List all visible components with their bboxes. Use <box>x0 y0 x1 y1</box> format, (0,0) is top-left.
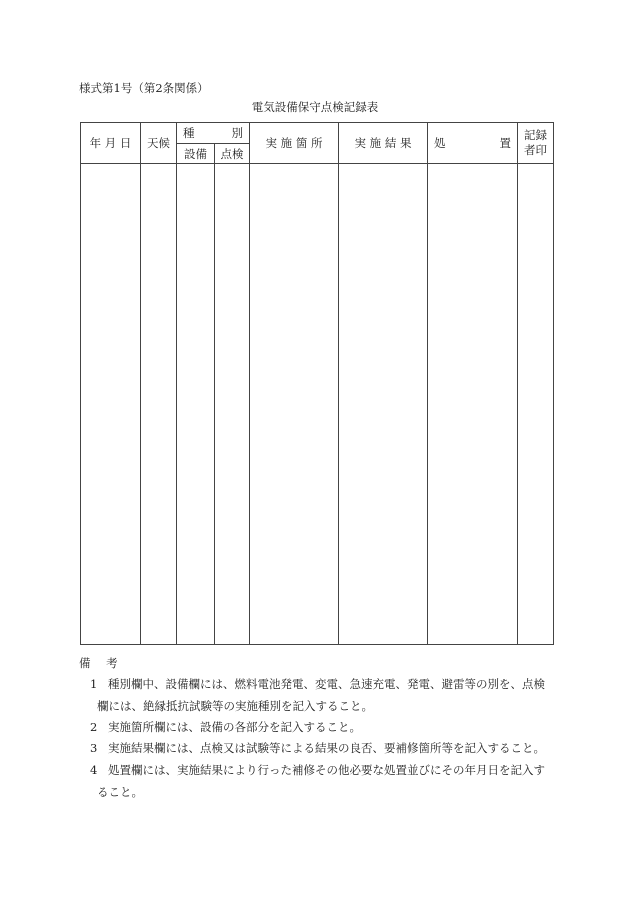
header-type-right: 別 <box>231 126 243 140</box>
header-action-right: 置 <box>499 136 511 150</box>
remark-text: 種別欄中、設備欄には、燃料電池発電、変電、急速充電、発電、避雷等の別を、点検 <box>108 677 545 691</box>
remark-text-cont: 欄には、絶縁抵抗試験等の実施種別を記入すること。 <box>97 698 373 713</box>
remark-number: 1 <box>90 677 98 691</box>
remark-number: 3 <box>90 741 98 755</box>
recorder-seal-line2: 者印 <box>524 143 547 157</box>
header-type <box>177 123 250 144</box>
cell-weather[interactable] <box>141 164 177 645</box>
recorder-seal-line1: 記録 <box>524 128 547 142</box>
cell-inspection[interactable] <box>215 164 250 645</box>
header-recorder-seal <box>518 123 554 164</box>
remark-item-2 <box>90 717 555 739</box>
cell-location[interactable] <box>250 164 339 645</box>
form-number: 様式第1号（第2条関係） <box>79 81 209 95</box>
cell-recorder-seal[interactable] <box>518 164 554 645</box>
remark-text: 実施箇所欄には、設備の各部分を記入すること。 <box>108 720 361 734</box>
header-action <box>428 123 518 164</box>
cell-date[interactable] <box>81 164 141 645</box>
cell-action[interactable] <box>428 164 518 645</box>
header-location: 実 施 箇 所 <box>250 123 339 164</box>
header-equipment: 設備 <box>177 144 215 164</box>
cell-result[interactable] <box>339 164 428 645</box>
remark-text-cont: ること。 <box>97 784 143 799</box>
header-result: 実 施 結 果 <box>339 123 428 164</box>
cell-equipment[interactable] <box>177 164 215 645</box>
document-title: 電気設備保守点検記録表 <box>251 100 379 114</box>
header-action-left: 処 <box>434 136 446 150</box>
remark-text: 実施結果欄には、点検又は試験等による結果の良否、要補修箇所等を記入すること。 <box>108 741 545 755</box>
table-body-row <box>81 164 554 645</box>
remark-item-3 <box>90 738 555 760</box>
header-date: 年 月 日 <box>81 123 141 164</box>
header-type-left: 種 <box>183 126 195 140</box>
header-inspection: 点検 <box>215 144 250 164</box>
header-weather: 天候 <box>141 123 177 164</box>
remark-number: 4 <box>90 763 98 777</box>
remark-number: 2 <box>90 720 98 734</box>
remark-item-1 <box>90 674 555 717</box>
remark-text: 処置欄には、実施結果により行った補修その他必要な処置並びにその年月日を記入す <box>108 763 545 777</box>
remarks-heading: 備 考 <box>79 656 124 670</box>
remark-item-4 <box>90 760 555 803</box>
inspection-record-table <box>80 122 554 645</box>
